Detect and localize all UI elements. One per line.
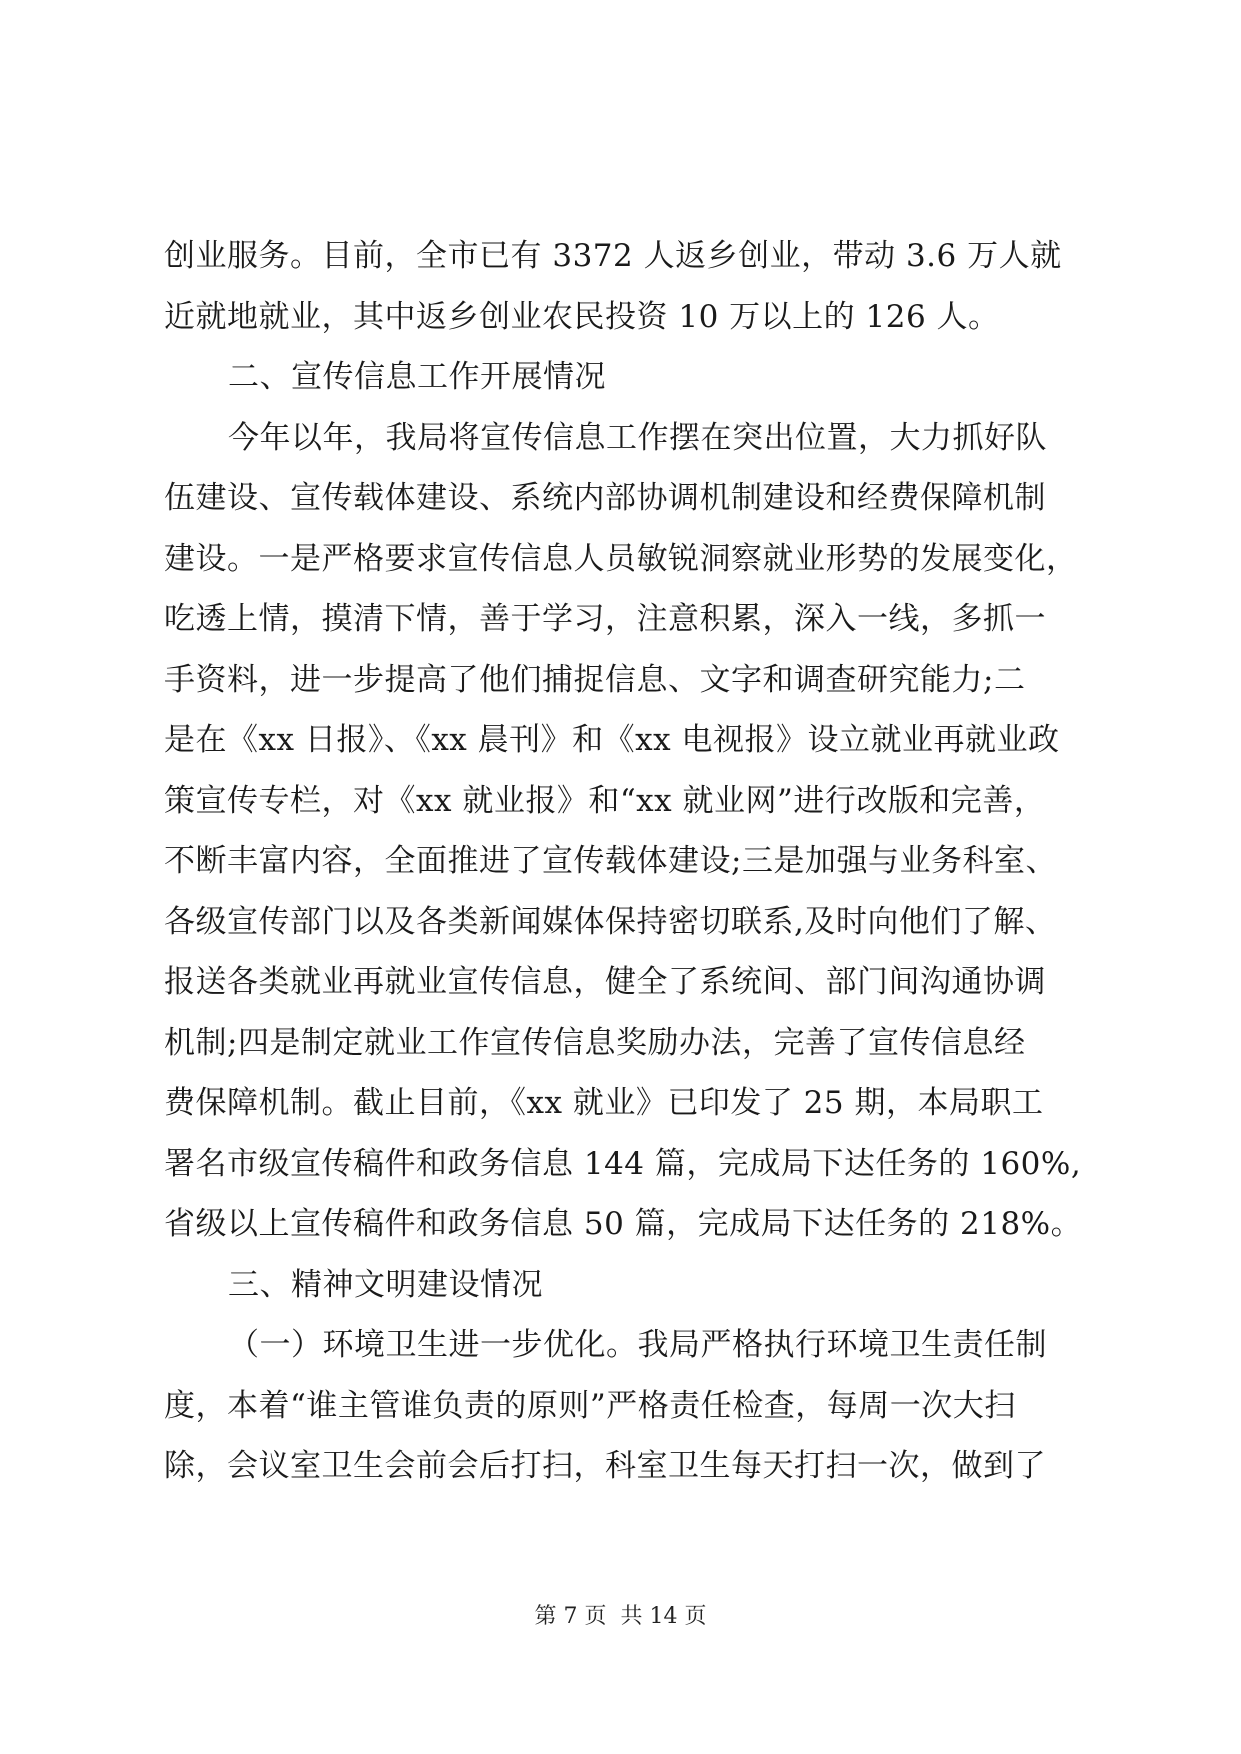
page-number: 第 7 页 共 14 页 xyxy=(534,1604,707,1629)
text-line: 今年以年，我局将宣传信息工作摆在突出位置，大力抓好队 xyxy=(228,419,1047,456)
text-line: 各级宣传部门以及各类新闻媒体保持密切联系,及时向他们了解、 xyxy=(164,903,1057,940)
text-line: 署名市级宣传稿件和政务信息 144 篇，完成局下达任务的 160%, xyxy=(164,1145,1082,1182)
text-line: （一）环境卫生进一步优化。我局严格执行环境卫生责任制 xyxy=(228,1327,1047,1363)
body-text xyxy=(164,226,1084,1497)
text-line: 近就地就业，其中返乡创业农民投资 10 万以上的 126 人。 xyxy=(164,298,1000,335)
page-footer xyxy=(0,1602,1241,1632)
text-line: 伍建设、宣传载体建设、系统内部协调机制建设和经费保障机制 xyxy=(164,480,1046,516)
text-line: 机制;四是制定就业工作宣传信息奖励办法，完善了宣传信息经 xyxy=(164,1024,1026,1061)
text-line: 除，会议室卫生会前会后打扫，科室卫生每天打扫一次，做到了 xyxy=(164,1448,1046,1484)
text-line: 吃透上情，摸清下情，善于学习，注意积累，深入一线，多抓一 xyxy=(164,601,1046,637)
text-line: 度，本着“谁主管谁负责的原则”严格责任检查，每周一次大扫 xyxy=(164,1387,1016,1424)
section-heading: 二、宣传信息工作开展情况 xyxy=(228,359,606,395)
text-line: 费保障机制。截止目前，《xx 就业》已印发了 25 期，本局职工 xyxy=(164,1085,1044,1121)
text-line: 手资料，进一步提高了他们捕捉信息、文字和调查研究能力;二 xyxy=(164,661,1026,698)
text-line: 是在《xx 日报》、《xx 晨刊》和《xx 电视报》设立就业再就业政 xyxy=(164,722,1060,758)
text-line: 创业服务。目前，全市已有 3372 人返乡创业，带动 3.6 万人就 xyxy=(164,238,1062,274)
section-heading: 三、精神文明建设情况 xyxy=(228,1266,543,1303)
text-line: 建设。一是严格要求宣传信息人员敏锐洞察就业形势的发展变化， xyxy=(164,540,1078,577)
text-line: 策宣传专栏，对《xx 就业报》和“xx 就业网”进行改版和完善， xyxy=(164,782,1046,819)
text-line: 不断丰富内容，全面推进了宣传载体建设;三是加强与业务科室、 xyxy=(164,843,1057,879)
text-line: 省级以上宣传稿件和政务信息 50 篇，完成局下达任务的 218%。 xyxy=(164,1206,1083,1242)
text-line: 报送各类就业再就业宣传信息，健全了系统间、部门间沟通协调 xyxy=(164,964,1046,1000)
